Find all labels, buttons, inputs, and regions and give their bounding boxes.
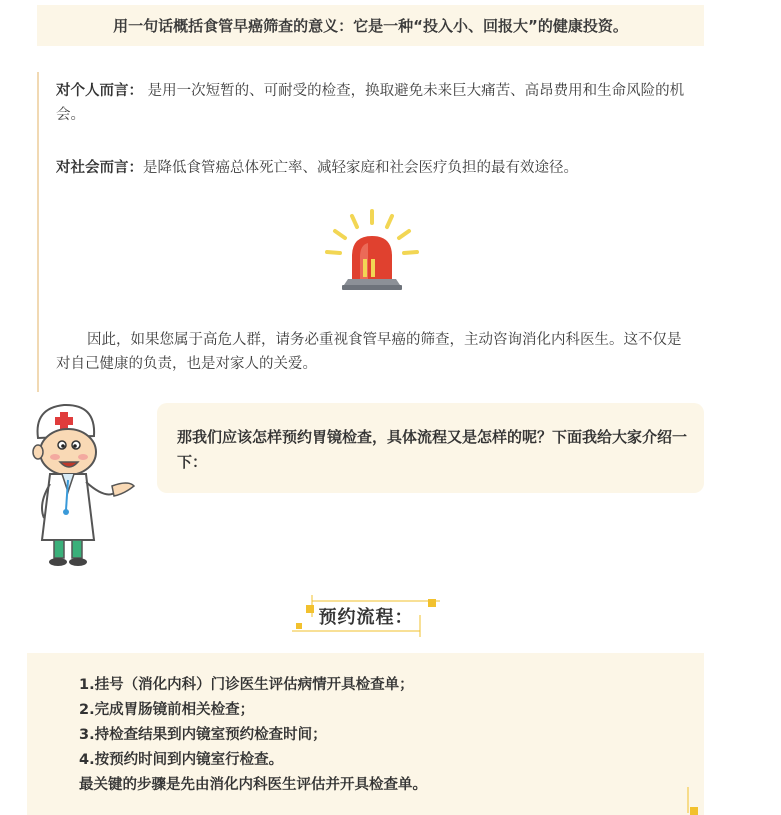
summary-banner [37,5,704,46]
flow-steps-panel [27,653,704,815]
personal-meaning-paragraph [56,79,692,127]
doctor-cartoon-icon [20,400,138,570]
flow-steps-list [79,673,679,798]
flow-step-1: 1.挂号（消化内科）门诊医生评估病情开具检查单； [79,677,414,693]
social-text: 是降低食管癌总体死亡率、减轻家庭和社会医疗负担的最有效途径。 [143,160,578,176]
dialog-bubble [157,403,704,493]
personal-text: 是用一次短暂的、可耐受的检查，换取避免未来巨大痛苦、高昂费用和生命风险的机会。 [56,83,685,123]
flow-step-3: 3.持检查结果到内镜室预约检查时间； [79,727,327,743]
personal-label: 对个人而言： [56,83,143,99]
corner-decoration [684,787,700,815]
flow-title-frame [290,595,442,637]
social-meaning-paragraph [56,156,692,180]
flow-title: 预约流程： [318,607,414,628]
summary-banner-text: 用一句话概括食管早癌筛查的意义：它是一种“投入小、回报大”的健康投资。 [113,17,628,35]
advice-paragraph: 因此，如果您属于高危人群，请务必重视食管早癌的筛查，主动咨询消化内科医生。这不仅是对自己健康的负责，也是对家人的关爱。 [56,332,682,372]
flow-step-2: 2.完成胃肠镜前相关检查； [79,702,255,718]
social-label: 对社会而言： [56,160,143,176]
dialog-text: 那我们应该怎样预约胃镜检查，具体流程又是怎样的呢？下面我给大家介绍一下： [177,428,688,471]
flow-key-note: 最关键的步骤是先由消化内科医生评估并开具检查单。 [79,777,427,793]
flow-step-4: 4.按预约时间到内镜室行检查。 [79,752,284,768]
alarm-siren-icon [322,209,422,295]
